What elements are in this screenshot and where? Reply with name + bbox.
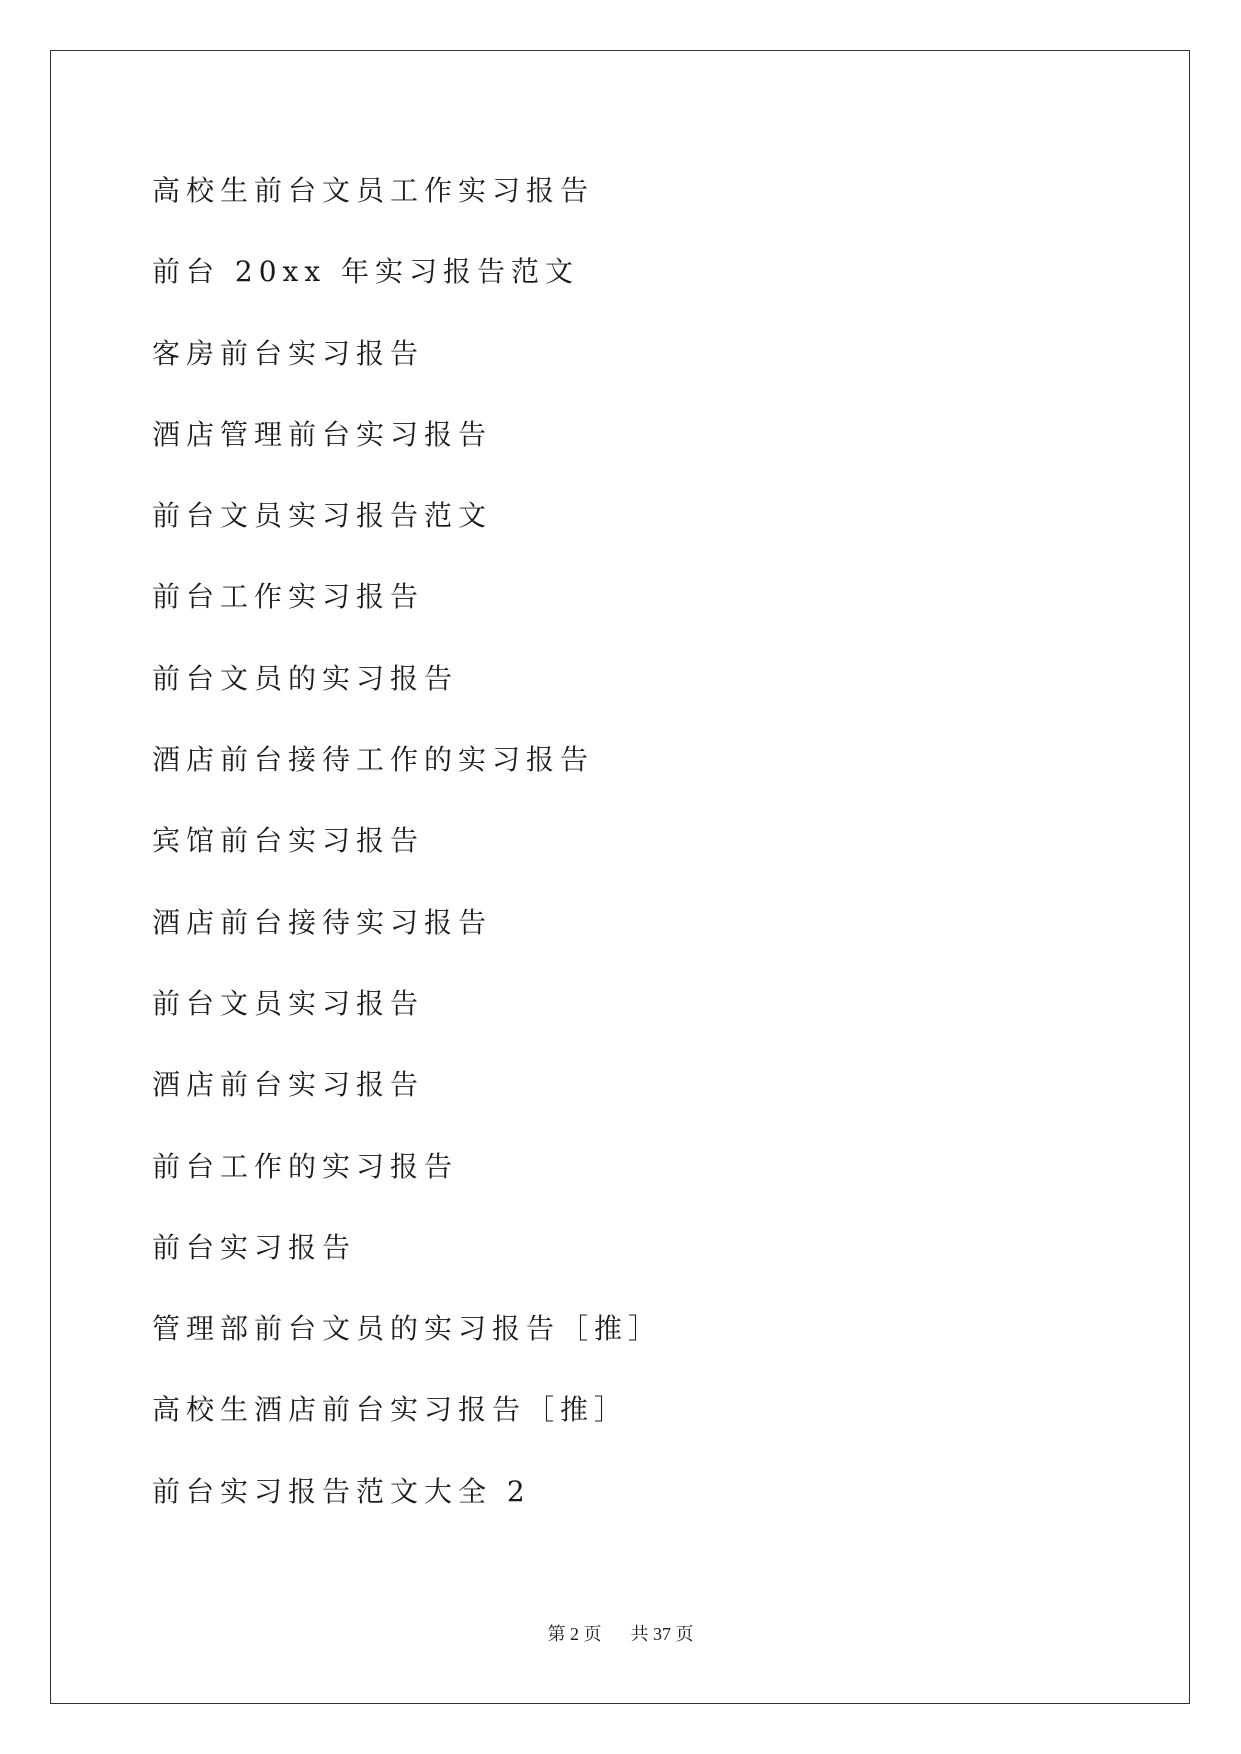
list-item: 前台 20xx 年实习报告范文 — [152, 255, 580, 289]
list-item: 前台实习报告范文大全 2 — [152, 1474, 531, 1508]
list-item: 高校生前台文员工作实习报告 — [152, 174, 595, 207]
list-item: 前台工作实习报告 — [152, 580, 425, 614]
list-item: 前台工作的实习报告 — [152, 1149, 459, 1183]
list-item: 高校生酒店前台实习报告［推］ — [152, 1393, 629, 1427]
page-total: 共 37 页 — [630, 1624, 694, 1644]
list-item: 酒店前台实习报告 — [152, 1068, 425, 1102]
list-item: 前台文员实习报告范文 — [152, 499, 493, 533]
page-footer — [0, 1620, 1241, 1646]
list-item: 宾馆前台实习报告 — [152, 824, 425, 858]
list-item: 酒店前台接待工作的实习报告 — [152, 743, 595, 777]
list-item: 酒店前台接待实习报告 — [152, 905, 493, 939]
list-item: 管理部前台文员的实习报告［推］ — [152, 1312, 663, 1346]
list-item: 前台文员的实习报告 — [152, 661, 459, 695]
list-item: 前台实习报告 — [152, 1230, 357, 1264]
list-item: 前台文员实习报告 — [152, 986, 425, 1020]
list-item: 客房前台实习报告 — [152, 336, 425, 370]
document-title-list — [152, 166, 662, 1548]
list-item: 酒店管理前台实习报告 — [152, 417, 493, 451]
page-number: 第 2 页 — [547, 1624, 602, 1644]
